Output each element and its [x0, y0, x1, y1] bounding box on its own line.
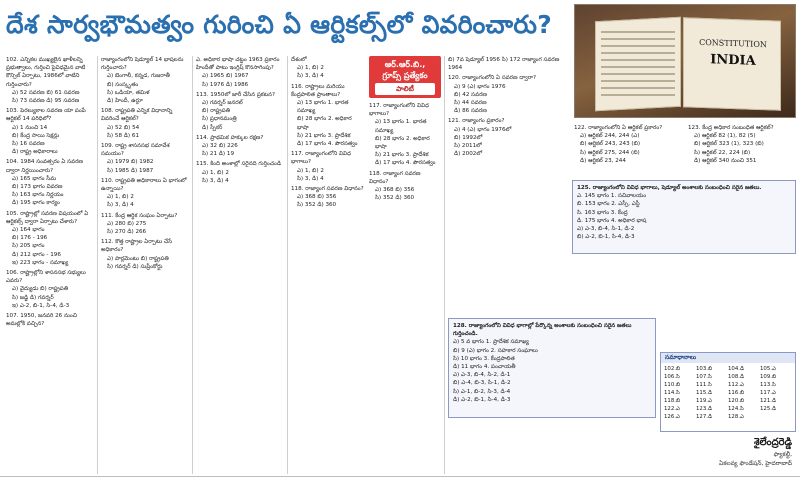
option: సి) 3, డి) 4 [297, 73, 324, 80]
author-affiliation: ఏకలవ్య ఫౌండేషన్, హైదరాబాద్ [718, 460, 792, 467]
option: ఎ) 165 భాగం సీమ [12, 175, 57, 182]
option: సి) ప్రధానమంత్రి [202, 116, 237, 123]
option: సి) 21 భాగం 3. ప్రాదేశిక [375, 152, 429, 159]
match-title: 128. రాజ్యాంగంలోని వివిధ భాగాల్లో పేర్కొన్న అంశాలకు సంబంధించి సరైన జతలు గుర్తించండి. [453, 323, 632, 338]
option: బి) 28 భాగం 2. అధికార భాషా [297, 116, 352, 131]
answer-cell: 116.బి [728, 390, 745, 396]
answer-cell: 124.సి [728, 406, 744, 412]
author-credit [660, 436, 796, 480]
option: డి) 195 భాగం కార్యం [12, 200, 60, 207]
answer-cell: 126.ఎ [664, 414, 680, 420]
option: ఎ) ఆర్టికల్ 82 (1), 82 (5) [694, 133, 756, 140]
question-text: 111. కేంద్ర ఆర్థిక సంఘం ఏర్పాటు? [101, 212, 178, 219]
section-banner [369, 56, 441, 98]
match-row: ఎ) ఎ-3, బి-4, సి-1, డి-2 [577, 226, 635, 233]
answer-cell: 120.బి [728, 398, 745, 404]
question-123 [688, 124, 796, 165]
answers-box [660, 352, 796, 432]
answer-cell: 105.ఎ [760, 366, 776, 372]
option: ఎ) 1, బి) 2 [297, 65, 324, 72]
question-text: 109. రాష్ట్ర శాసనసభ సమావేశ సమయం? [101, 143, 170, 158]
column-2 [101, 56, 189, 474]
book-subtitle: INDIA [710, 52, 756, 69]
question-text: 118. రాజ్యాంగ సవరణ విధానం? [291, 186, 364, 193]
question-119-cont [448, 56, 568, 72]
option: డి) హిందీ, ఉర్దూ [107, 98, 143, 105]
column-divider [97, 56, 98, 474]
question-102 [6, 56, 94, 105]
option: ఎ) 13 భాగం 1. భారత సమాఖ్య [375, 119, 427, 134]
question-text: 120. రాజ్యాంగంలోని ఏ సవరణ ద్వారా? [448, 75, 536, 82]
option: ఎ) 1, బి) 2 [202, 169, 229, 176]
answer-cell: 106.సి [664, 374, 680, 380]
question-text: ఎ. అధికార భాషా చట్టం 1963 ప్రకారం హిందీతో పాటు ఇంగ్లిష్ కొనసాగింపు? [196, 57, 280, 72]
question-118b [369, 170, 441, 203]
match-row: ఎ) 5 వ భాగం 1. ప్రాదేశిక సమాఖ్య [453, 339, 529, 346]
book-text-lines [601, 31, 675, 101]
match-row: డి) ఎ-2, బి-1, సి-4, డి-3 [453, 396, 511, 403]
question-120 [448, 74, 568, 115]
option: డి) రాష్ట్ర అధికారాలు [12, 149, 58, 156]
footer-rule [0, 476, 800, 477]
option: సి) 1985 డి) 1987 [107, 167, 154, 174]
option: ఎ) 1965 బి) 1967 [202, 73, 249, 80]
question-116 [291, 83, 365, 149]
question-text: బి) 7వ షెడ్యూల్ 1956 సి) 172 రాజ్యాంగ సవరణ 1964 [448, 57, 560, 72]
author-role: ఫ్యాకల్టీ, [773, 451, 792, 458]
column-right [574, 124, 796, 178]
question-text: 108. రాష్ట్రపతి ఎన్నిక విధానాన్ని వివరించే ఆర్టికల్? [101, 108, 173, 123]
question-text: దేశంలో [291, 57, 307, 63]
answer-cell: 102.బి [664, 366, 681, 372]
question-text: 102. ఎన్నికల ముఖ్యలైన ఖాళీలన్ని ప్రభుత్వాలు, గుర్తించి పైవిధమైన వాటి కౌన్సిల్ ఏర్పాటు, 1986లో వాటిని గుర్తించారు? [6, 57, 86, 88]
match-row: సి) ఎ-1, బి-2, సి-3, డి-4 [453, 388, 511, 395]
banner-line-1: ఆర్‌.ఆర్‌.బి., [384, 60, 426, 69]
column-5 [448, 56, 568, 306]
answer-cell: 113.సి [760, 382, 776, 388]
option: సి) ఒడియా, తమిళ [107, 89, 150, 96]
option: సి) 3, డి) 4 [202, 177, 229, 184]
option: బి) 28 భాగం 2. అధికార భాషా [375, 135, 430, 151]
answer-cell: 123.డి [696, 406, 712, 412]
option: బి) 1992లో [454, 134, 483, 141]
column-1 [6, 56, 94, 474]
option: డి) స్పీకర్ [202, 124, 223, 131]
question-106 [6, 269, 94, 310]
option: ఎ) 368 బి) 356 [297, 194, 337, 201]
constitution-book-photo [574, 4, 796, 118]
answer-cell: 104.డి [728, 366, 744, 372]
option: ఎ) ఆర్టికల్ 244, 244 (ఎ) [580, 133, 640, 140]
option: డి) ఆర్టికల్ 23, 244 [580, 157, 626, 164]
question-text: 115. కింది అంశాల్లో సరైనది గుర్తించండి [196, 161, 281, 168]
headline: దేశ సార్వభౌమత్వం గురించి ఏ ఆర్టికల్స్‌లో వివరించారు? [6, 10, 552, 39]
option: ఎ) 1979 బి) 1982 [107, 159, 154, 166]
question-text: 122. రాజ్యాంగంలోని ఏ ఆర్టికల్ ప్రకారం? [574, 125, 663, 131]
option: బి) కేంద్ర సాయి సెక్షన్లు [12, 132, 60, 139]
option: ఎ) 32 బి) 226 [202, 143, 238, 150]
match-row: బి) ఎ-2, బి-1, సి-4, డి-3 [577, 234, 635, 241]
question-115 [196, 160, 284, 185]
column-divider [444, 56, 445, 474]
question-112 [101, 238, 189, 271]
answer-cell: 117.ఎ [760, 390, 776, 396]
option: ఎ) 52 బి) 54 [107, 124, 140, 131]
question-105 [6, 210, 94, 267]
match-title: 125. రాజ్యాంగంలోని వివిధ భాగాలు, షెడ్యూల్ అంశాలకు సంబంధించి సరైన జతలు. [577, 185, 762, 191]
question-116-pre [291, 56, 365, 81]
option: సి) 58 డి) 61 [107, 132, 140, 139]
column-3 [196, 56, 284, 474]
question-text: 103. పెరల్యుకాల సవరణ యా పంపే ఆర్టికల్ 14 పరిధిలో? [6, 108, 86, 123]
question-text: 112. కొత్త రాష్ట్రాల ఏర్పాటు చేసే అధికారం? [101, 239, 173, 254]
answer-cell: 103.బి [696, 366, 713, 372]
option: సి) 352 డి) 360 [375, 195, 415, 202]
option: సి) ఆర్టికల్ 22, 224 (బి) [694, 149, 751, 156]
answer-cell: 109.బి [760, 374, 777, 380]
question-104 [6, 158, 94, 207]
question-117 [291, 150, 365, 183]
option: బి) ఆర్టికల్ 323 (1), 323 (బి) [694, 141, 764, 148]
option: డి) 17 భాగం 4. పౌరసత్వం [297, 141, 358, 148]
answer-cell: 118.బి [664, 398, 681, 404]
option: సి) 21 డి) 19 [202, 151, 235, 158]
option: బి) ఆర్టికల్ 243, 243 (బి) [580, 141, 641, 148]
question-text: 113. 1950లో జారీ చేసిన ప్రకటన? [196, 91, 275, 98]
option: సి) 73 సవరణ డి) 95 సవరణ [12, 98, 80, 105]
option: సి) 2011లో [454, 143, 482, 150]
option: బి) 176 - 196 [12, 235, 48, 242]
match-row: సి) 10 భాగం 3. కేంద్రపాలిత [453, 355, 515, 362]
option: ఎ) గవర్నర్ జనరల్ [202, 100, 243, 107]
match-row: బి) 9 (ఎ) భాగం 2. సహకార సంఘాలు [453, 347, 538, 354]
banner-line-2: గ్రూప్స్‌ ప్రత్యేకం [382, 71, 428, 80]
question-text: 116. రాష్ట్రాలు మరియు కేంద్రపాలిత ప్రాంతాలు? [291, 83, 345, 98]
question-text: 105. రాష్ట్రాల్లో సవరణ విషయంలో ఏ ఆర్టికల్స్ ద్వారా ఏర్పాటు చేశారు? [6, 210, 89, 225]
option: డి) 2002లో [454, 151, 483, 158]
option: ఎ) పార్లమెంటు బి) రాష్ట్రపతి [107, 255, 169, 262]
answer-cell: 115.డి [696, 390, 712, 396]
question-112-cont [196, 56, 284, 89]
option: ఎ) 1 నుంచి 14 [12, 124, 48, 131]
option: బి) 173 భాగం వివరణ [12, 184, 63, 191]
match-box-128 [448, 318, 656, 418]
option: బి) 42 సవరణ [454, 91, 488, 98]
option: ఎ) 164 భాగం [12, 227, 45, 234]
question-text: రాజ్యాంగంలోని షెడ్యూల్ 14 భాషలను గుర్తించారు? [101, 57, 184, 72]
option: ఎ) 9 (ఎ) భాగం 1976 [454, 83, 506, 90]
option: సి) గవర్నర్ డి) సుప్రీంకోర్టు [107, 263, 163, 270]
question-text: 107. 1950, జనవరి 26 నుంచి అమల్లోకి వచ్చిన? [6, 313, 77, 328]
option: సి) 205 భాగం [12, 243, 45, 250]
question-text: 121. రాజ్యాంగం ప్రకారం? [448, 118, 505, 125]
match-row: ఎ) ఎ-3, బి-4, సి-2, డి-1 [453, 372, 511, 379]
question-103 [6, 107, 94, 156]
column-4b [369, 102, 441, 474]
option: ఇ) 223 భాగం - సమాఖ్య [12, 259, 69, 266]
option: సి) ఆర్టికల్ 275, 244 (బి) [580, 149, 640, 156]
question-text: 110. రాష్ట్రపతి అధికారాలు ఏ భాగంలో ఉన్నాయి? [101, 177, 187, 193]
match-row: డి. 175 భాగం 4. అధికార భాష [577, 217, 647, 224]
option: ఎ) 280 బి) 275 [107, 220, 147, 227]
question-text: 114. ప్రాథమిక హక్కుల రక్షణ? [196, 134, 264, 141]
option: సి) 16 సవరణ [12, 141, 45, 148]
option: ఎ) 13 భాగం 1. భారత సమాఖ్య [297, 100, 349, 115]
question-text: 123. కేంద్ర అధికార సంబంధిత ఆర్టికల్? [688, 125, 774, 131]
answer-cell: 111.సి [696, 382, 712, 388]
question-107-cont [101, 56, 189, 105]
option: సి) జడ్జి డి) గవర్నర్ [12, 294, 54, 301]
question-109 [101, 142, 189, 175]
option: ఎ) 1, బి) 2 [107, 194, 134, 201]
column-4 [291, 56, 365, 474]
option: సి) 3, డి) 4 [107, 202, 134, 209]
option: డి) 212 భాగం - 196 [12, 251, 61, 258]
answers-grid [661, 363, 795, 423]
question-110 [101, 177, 189, 210]
answer-cell: 108.డి [728, 374, 744, 380]
question-118 [291, 185, 365, 210]
column-divider [287, 56, 288, 474]
option: బి) రాష్ట్రపతి [202, 108, 230, 115]
option: ఎ) 368 బి) 356 [375, 187, 415, 194]
match-row: డి) 11 భాగం 4. పంచాయతీ [453, 364, 516, 371]
question-117b [369, 102, 441, 168]
option: ఎ) 4 (ఎ) భాగం 1976లో [454, 126, 512, 133]
option: సి) 1976 డి) 1986 [202, 81, 249, 88]
option: ఎ) 1, బి) 2 [297, 167, 324, 174]
answer-cell: 112.ఎ [728, 382, 744, 388]
answer-cell: 114.సి [664, 390, 680, 396]
option: సి) 44 సవరణ [454, 100, 487, 107]
subject-tab: పాలిటీ [375, 83, 435, 95]
answer-cell: 127.డి [696, 414, 712, 420]
question-text: 106. రాష్ట్రాల్లోని శాసనసభ సభ్యులు ఎవరు? [6, 270, 86, 285]
question-111 [101, 212, 189, 237]
match-row: బి. 153 భాగం 2. ఎస్సీ, ఎస్టీ [577, 201, 640, 208]
option: సి) 163 భాగం నిర్ణయం [12, 192, 64, 199]
option: సి) 3, డి) 4 [297, 175, 324, 182]
author-name: శైలేంద్రరెడ్డి [753, 437, 792, 448]
answer-cell: 121.డి [760, 398, 776, 404]
option: ఎ) వైద్యుడు బి) రాష్ట్రపతి [12, 286, 69, 293]
question-122 [574, 124, 682, 165]
option: సి) 352 డి) 360 [297, 202, 337, 209]
answer-cell: 128.ఎ [728, 414, 744, 420]
question-text: 117. రాజ్యాంగంలోని వివిధ భాగాలు? [369, 103, 429, 118]
option: సి) 21 భాగం 3. ప్రాదేశిక [297, 132, 351, 139]
question-text: 104. 1984 సంవత్సరం ఏ సవరణ ద్వారా నిర్ణయించారు? [6, 159, 84, 174]
question-108 [101, 107, 189, 140]
match-row: సి. 163 భాగం 3. కేంద్ర [577, 209, 628, 216]
option: ఎ) బెంగాలీ, కన్నడ, గుజరాతీ [107, 73, 170, 80]
option: ఎ) 52 సవరణ బి) 61 సవరణ [12, 89, 80, 96]
answer-cell: 125.డి [760, 406, 776, 412]
option: సి) 270 డి) 266 [107, 229, 147, 236]
answer-cell: 107.సి [696, 374, 712, 380]
question-text: 118. రాజ్యాంగ సవరణ విధానం? [369, 170, 421, 185]
option: ఇ) ఎ-2, బి-1, సి-4, డి-3 [12, 302, 70, 309]
column-divider [192, 56, 193, 474]
option: డి) 17 భాగం 4. పౌరసత్వం [375, 160, 436, 167]
question-121 [448, 117, 568, 158]
question-107 [6, 312, 94, 328]
question-text: 117. రాజ్యాంగంలోని వివిధ భాగాలు? [291, 151, 351, 166]
book-title: CONSTITUTION [699, 37, 767, 50]
match-row: ఎ. 145 భాగం 1. సచివాలయం [577, 193, 647, 200]
option: డి) ఆర్టికల్ 340 నుంచి 351 [694, 157, 757, 164]
option: బి) సంస్కృతం [107, 81, 139, 88]
answer-cell: 122.ఎ [664, 406, 680, 412]
match-box-125 [572, 180, 796, 254]
question-114 [196, 134, 284, 159]
match-row: బి) ఎ-4, బి-3, సి-1, డి-2 [453, 380, 511, 387]
answers-header: సమాధానాలు [661, 353, 795, 363]
answer-cell: 119.ఎ [696, 398, 712, 404]
answer-cell: 110.బి [664, 382, 681, 388]
question-113 [196, 91, 284, 132]
option: డి) 86 సవరణ [454, 108, 487, 115]
